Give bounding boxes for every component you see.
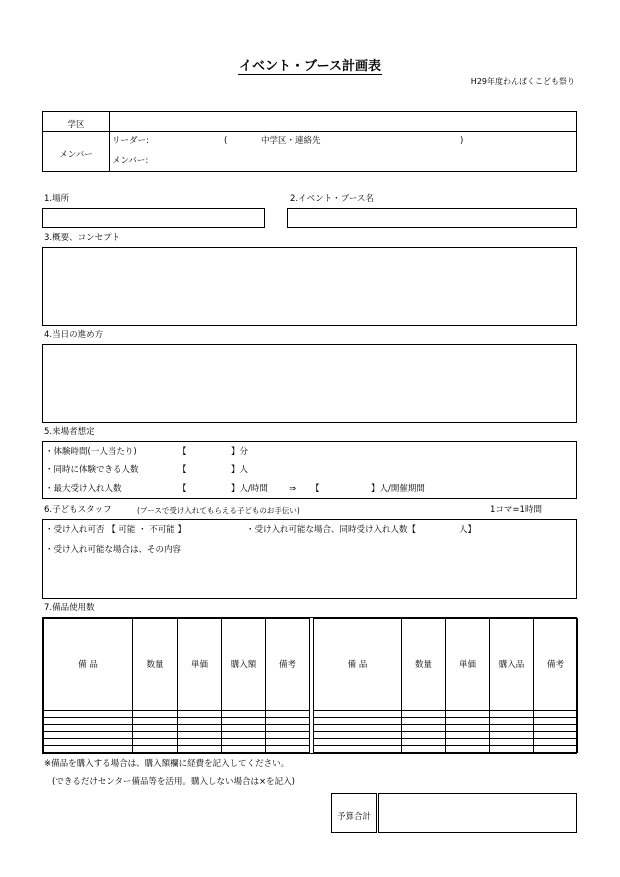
- equipment-cell[interactable]: [446, 738, 490, 745]
- equipment-cell[interactable]: [402, 738, 446, 745]
- contact-close-paren: ): [460, 136, 464, 146]
- simultaneous-label: ・同時に体験できる人数: [45, 465, 139, 475]
- equipment-cell[interactable]: [534, 731, 578, 738]
- info-table: [42, 111, 577, 172]
- visitors-label: 5.来場者想定: [44, 427, 95, 437]
- note-purchase: ※備品を購入する場合は、購入額欄に経費を記入してください。: [44, 759, 290, 769]
- equipment-row: [44, 731, 578, 738]
- header-cell: 備 品: [44, 619, 133, 711]
- equipment-cell[interactable]: [490, 738, 534, 745]
- equipment-cell[interactable]: [402, 731, 446, 738]
- equipment-row: [44, 738, 578, 745]
- equipment-cell[interactable]: [44, 738, 133, 745]
- equipment-cell[interactable]: [490, 717, 534, 724]
- bracket-open: 【: [178, 447, 187, 457]
- equipment-cell[interactable]: [133, 731, 178, 738]
- equipment-cell[interactable]: [534, 738, 578, 745]
- member-label: メンバー: [59, 150, 93, 160]
- equipment-cell[interactable]: [446, 731, 490, 738]
- contact-open-paren: (: [224, 136, 228, 146]
- equipment-cell[interactable]: [222, 710, 266, 717]
- equipment-cell[interactable]: [266, 717, 310, 724]
- equipment-cell[interactable]: [178, 745, 222, 752]
- district-label: 学区: [67, 120, 85, 130]
- equipment-cell[interactable]: [133, 738, 178, 745]
- header-cell: 数量: [402, 619, 446, 711]
- staff-note: (ブースで受け入れてもらえる子どものお手伝い): [137, 506, 300, 515]
- equipment-cell[interactable]: [178, 710, 222, 717]
- procedure-field[interactable]: [42, 344, 577, 423]
- equipment-cell[interactable]: [490, 745, 534, 752]
- equipment-cell[interactable]: [446, 710, 490, 717]
- event-subtitle: H29年度わんぱくこども祭り: [470, 77, 575, 86]
- equipment-cell[interactable]: [266, 745, 310, 752]
- member-field[interactable]: [110, 132, 577, 172]
- acceptance-text: ・受け入れ可否 【 可能 ・ 不可能 】: [45, 525, 187, 535]
- header-cell: 購入額: [222, 619, 266, 711]
- header-cell: 備考: [266, 619, 310, 711]
- equipment-label: 7.備品使用数: [44, 603, 95, 613]
- contact-label: 中学区・連絡先: [261, 136, 321, 146]
- equipment-cell[interactable]: [178, 738, 222, 745]
- equipment-cell[interactable]: [222, 745, 266, 752]
- header-cell: 備考: [534, 619, 578, 711]
- equipment-cell[interactable]: [222, 724, 266, 731]
- budget-table: [331, 793, 577, 833]
- place-field[interactable]: [42, 208, 265, 228]
- equipment-cell[interactable]: [222, 731, 266, 738]
- equipment-cell[interactable]: [490, 710, 534, 717]
- members-label: メンバー:: [112, 156, 149, 166]
- bracket-open: 【: [178, 465, 187, 475]
- equipment-cell[interactable]: [178, 717, 222, 724]
- equipment-cell[interactable]: [402, 710, 446, 717]
- equipment-cell[interactable]: [446, 717, 490, 724]
- equipment-cell[interactable]: [44, 710, 133, 717]
- equipment-cell[interactable]: [44, 717, 133, 724]
- bracket-open: 【: [178, 484, 187, 494]
- equipment-cell[interactable]: [446, 745, 490, 752]
- staff-label: 6.子どもスタッフ: [44, 505, 112, 515]
- equipment-cell[interactable]: [178, 724, 222, 731]
- equipment-cell[interactable]: [44, 724, 133, 731]
- equipment-cell[interactable]: [314, 745, 402, 752]
- equipment-cell[interactable]: [266, 710, 310, 717]
- staff-content-label: ・受け入れ可能な場合は、その内容: [45, 545, 182, 555]
- equipment-row: [44, 717, 578, 724]
- equipment-cell[interactable]: [446, 724, 490, 731]
- arrow-icon: ⇒: [289, 484, 297, 494]
- procedure-label: 4.当日の進め方: [44, 330, 104, 340]
- equipment-row: [44, 745, 578, 752]
- place-label: 1.場所: [44, 194, 70, 204]
- header-cell: 数量: [133, 619, 178, 711]
- header-cell: 単価: [178, 619, 222, 711]
- booth-name-field[interactable]: [287, 208, 577, 228]
- equipment-cell[interactable]: [402, 745, 446, 752]
- acceptable-count-text: ・受け入れ可能な場合、同時受け入れ人数【: [246, 525, 417, 535]
- simultaneous-unit: 】人: [231, 465, 249, 475]
- header-cell: 備 品: [314, 619, 402, 711]
- equipment-cell[interactable]: [178, 731, 222, 738]
- experience-time-label: ・体験時間(一人当たり): [45, 447, 137, 457]
- equipment-cell[interactable]: [314, 710, 402, 717]
- district-field[interactable]: [110, 112, 577, 132]
- leader-label: リーダー:: [112, 136, 149, 146]
- equipment-cell[interactable]: [266, 738, 310, 745]
- header-cell: 単価: [446, 619, 490, 711]
- koma-note: 1コマ=1時間: [490, 505, 542, 515]
- page-title: イベント・ブース計画表: [239, 59, 381, 74]
- equipment-header-row: [44, 619, 578, 711]
- equipment-row: [44, 724, 578, 731]
- equipment-cell[interactable]: [534, 745, 578, 752]
- equipment-cell[interactable]: [490, 731, 534, 738]
- equipment-cell[interactable]: [314, 738, 402, 745]
- overview-field[interactable]: [42, 247, 577, 326]
- equipment-cell[interactable]: [266, 731, 310, 738]
- budget-total-field[interactable]: [378, 794, 577, 833]
- bracket-open: 【: [311, 484, 320, 494]
- header-cell: 購入品: [490, 619, 534, 711]
- equipment-cell[interactable]: [44, 731, 133, 738]
- staff-box[interactable]: [42, 519, 577, 599]
- equipment-cell[interactable]: [266, 724, 310, 731]
- equipment-cell[interactable]: [402, 717, 446, 724]
- equipment-cell[interactable]: [534, 724, 578, 731]
- equipment-cell[interactable]: [222, 717, 266, 724]
- equipment-cell[interactable]: [133, 717, 178, 724]
- visitors-box: [42, 441, 577, 499]
- overview-label: 3.概要、コンセプト: [44, 233, 121, 243]
- booth-name-label: 2.イベント・ブース名: [290, 194, 374, 204]
- equipment-row: [44, 710, 578, 717]
- equipment-cell[interactable]: [314, 731, 402, 738]
- equipment-cell[interactable]: [133, 724, 178, 731]
- equipment-cell[interactable]: [534, 710, 578, 717]
- max-accept-label: ・最大受け入れ人数: [45, 484, 122, 494]
- equipment-cell[interactable]: [490, 724, 534, 731]
- equipment-table: [42, 617, 577, 754]
- equipment-cell[interactable]: [44, 745, 133, 752]
- per-period-unit: 】人/開催期間: [371, 484, 425, 494]
- count-unit: 人】: [459, 525, 477, 535]
- equipment-cell[interactable]: [133, 745, 178, 752]
- equipment-cell[interactable]: [314, 717, 402, 724]
- equipment-cell[interactable]: [314, 724, 402, 731]
- note-center-equipment: (できるだけセンター備品等を活用。購入しない場合は×を記入): [52, 777, 295, 787]
- budget-total-label: 予算合計: [336, 811, 371, 822]
- equipment-cell[interactable]: [534, 717, 578, 724]
- equipment-cell[interactable]: [133, 710, 178, 717]
- experience-time-unit: 】分: [231, 447, 249, 457]
- equipment-cell[interactable]: [222, 738, 266, 745]
- equipment-cell[interactable]: [402, 724, 446, 731]
- per-hour-unit: 】人/時間: [231, 484, 268, 494]
